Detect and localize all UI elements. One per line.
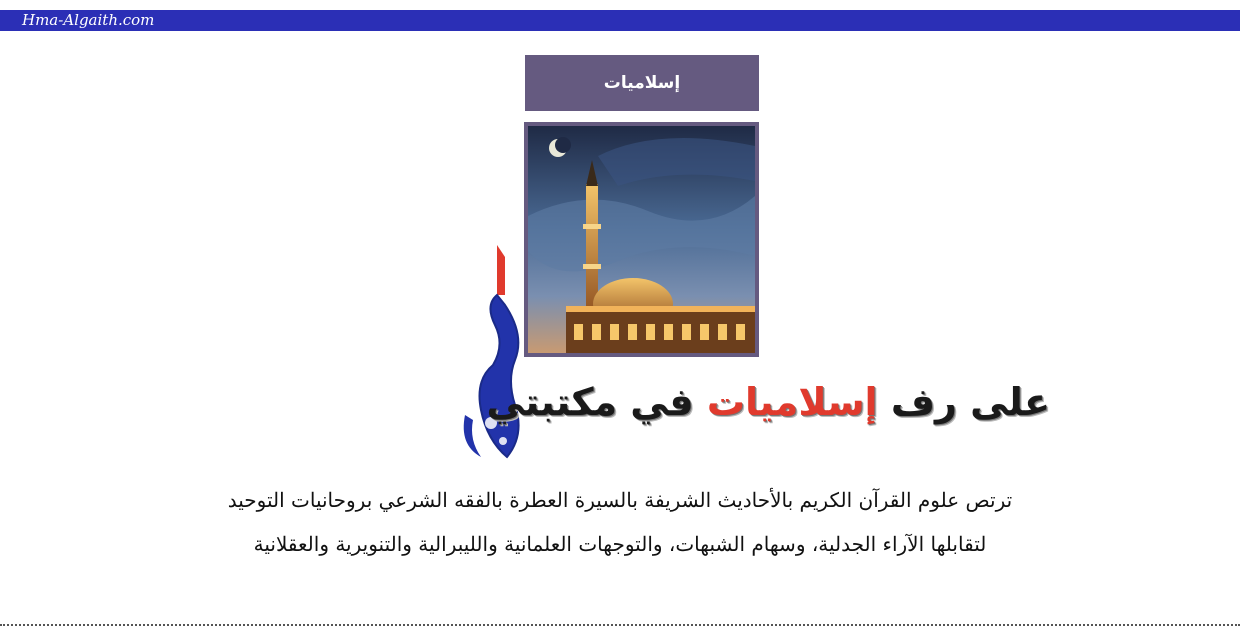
- mosque-image-frame: [524, 122, 759, 357]
- mosque-night-icon: [528, 126, 755, 353]
- top-bar: [0, 10, 1240, 31]
- dotted-separator: [0, 624, 1240, 626]
- description-line-1: ترتص علوم القرآن الكريم بالأحاديث الشريفة بالسيرة العطرة بالفقه الشرعي بروحانيات التوحيد: [227, 488, 1013, 512]
- headline-part2: في مكتبتي: [486, 380, 694, 424]
- description-line-2: لتقابلها الآراء الجدلية، وسهام الشبهات، والتوجهات العلمانية والليبرالية والتنويرية والعقلانية: [253, 532, 987, 556]
- headline-part1: على رف: [890, 380, 1050, 424]
- headline-highlight: إسلاميات: [706, 380, 878, 424]
- description: [120, 478, 1120, 566]
- headline: [486, 372, 1050, 432]
- site-name[interactable]: Hma-Algaith.com: [22, 11, 155, 29]
- category-label[interactable]: إسلاميات: [525, 55, 759, 111]
